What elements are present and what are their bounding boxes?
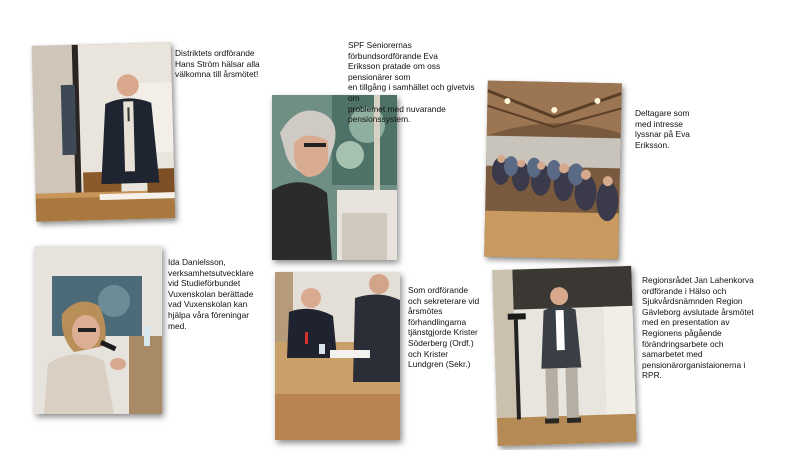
caption-audience: Deltagare som med intresse lyssnar på Eva Eriksson. xyxy=(635,108,690,150)
caption-eva-eriksson: SPF Seniorernas förbundsordförande Eva Eriksson pratade om oss pensionärer som en tillgång i samhället och givetvis om problemet med nuvarande pensionssystem. xyxy=(348,40,475,125)
photo-ida-danielsson xyxy=(34,246,162,414)
photo-chairman-welcome xyxy=(32,42,176,222)
caption-chairman-welcome: Distriktets ordförande Hans Ström hälsar alla välkomna till årsmötet! xyxy=(175,48,260,80)
photo-audience xyxy=(484,81,622,260)
caption-chair-and-secretary: Som ordförande och sekreterare vid årsmötes förhandlingarna tjänstgjorde Krister Söderberg (Ordf.) och Krister Lundgren (Sekr.) xyxy=(408,285,480,370)
photo-jan-lahenkorva xyxy=(492,266,636,446)
caption-ida-danielsson: Ida Danielsson, verksamhetsutvecklare vid Studieförbundet Vuxenskolan berättade vad Vuxenskolan kan hjälpa våra föreningar med. xyxy=(168,257,254,331)
photo-chair-and-secretary xyxy=(275,272,400,440)
caption-jan-lahenkorva: Regionsrådet Jan Lahenkorva ordförande i Hälso och Sjukvårdsnämnden Region Gävleborg avslutade årsmötet med en presentation av Regionens pågående förändringsarbete och samarbetet med pensionärorganistaionerna i RPR. xyxy=(642,275,754,381)
